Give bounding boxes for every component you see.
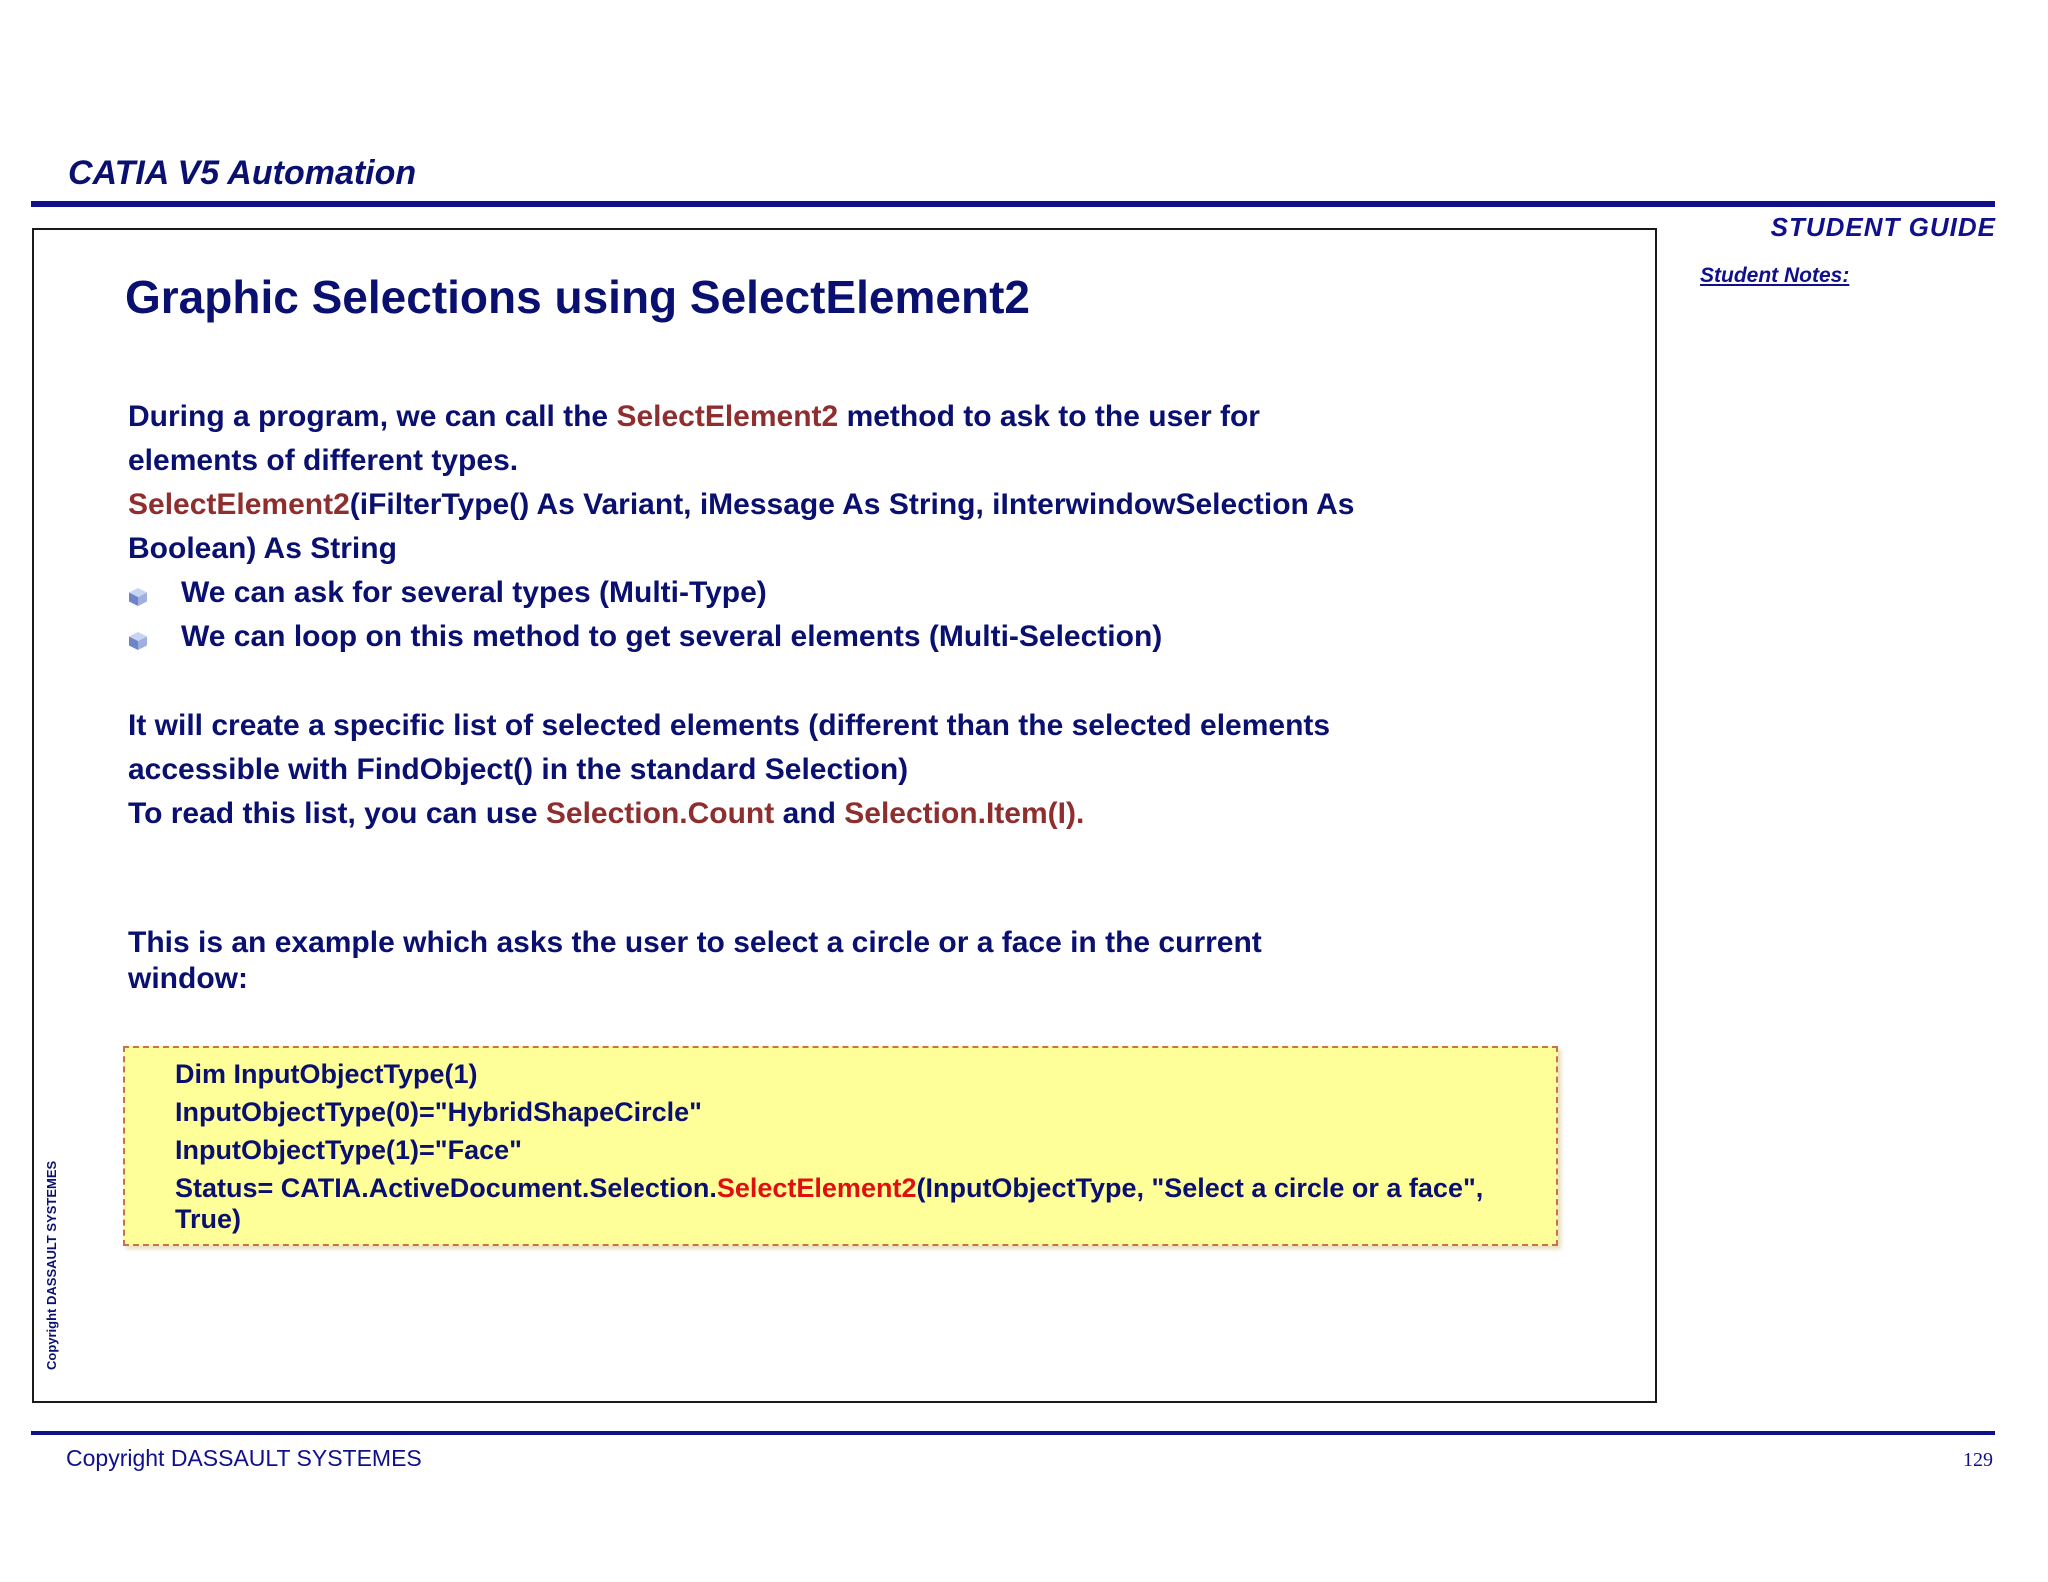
signature-params: (iFilterType() As Variant, iMessage As String, iInterwindowSelection As: [349, 488, 1355, 521]
code-line-4: [175, 1173, 1483, 1204]
signature-line-2: Boolean) As String: [128, 532, 397, 565]
course-title: CATIA V5 Automation: [68, 154, 417, 192]
code-line-5: True): [175, 1204, 242, 1234]
footer-divider: [31, 1431, 1995, 1435]
list-info-text-b: and: [774, 797, 845, 830]
selection-count-highlight: Selection.Count: [545, 797, 775, 830]
student-guide-label: STUDENT GUIDE: [1770, 212, 1996, 242]
method-name-highlight: SelectElement2: [616, 400, 839, 433]
vertical-copyright: Copyright DASSAULT SYSTEMES: [44, 1160, 59, 1370]
footer-copyright: Copyright DASSAULT SYSTEMES: [66, 1445, 422, 1471]
cube-bullet-icon: [128, 587, 148, 607]
signature-method-highlight: SelectElement2: [128, 488, 350, 521]
signature-line-1: [128, 488, 1354, 522]
code-line-3: InputObjectType(1)="Face": [175, 1135, 522, 1165]
code-line-4-b: (InputObjectType, "Select a circle or a face",: [916, 1173, 1484, 1203]
student-notes-label: Student Notes:: [1700, 264, 1850, 287]
code-line-2: InputObjectType(0)="HybridShapeCircle": [175, 1097, 702, 1127]
intro-text-a: During a program, we can call the: [128, 400, 617, 433]
list-info-line-1: It will create a specific list of selected elements (different than the selected elements: [128, 709, 1331, 742]
list-info-text-a: To read this list, you can use: [128, 797, 546, 830]
list-info-line-3: [128, 797, 1084, 831]
bullet-item: We can ask for several types (Multi-Type): [181, 576, 767, 609]
code-line-1: Dim InputObjectType(1): [175, 1059, 478, 1089]
page-number: 129: [1963, 1449, 1993, 1471]
bullet-item: We can loop on this method to get several elements (Multi-Selection): [181, 620, 1163, 653]
code-method-highlight: SelectElement2: [716, 1173, 917, 1203]
intro-text-b: method to ask to the user for: [838, 400, 1260, 433]
list-info-line-2: accessible with FindObject() in the standard Selection): [128, 753, 909, 786]
cube-bullet-icon: [128, 631, 148, 651]
selection-item-highlight: Selection.Item(I).: [844, 797, 1085, 830]
intro-line-2: elements of different types.: [128, 444, 519, 477]
example-line-2: window:: [128, 962, 248, 995]
slide-title: Graphic Selections using SelectElement2: [125, 271, 1030, 323]
header-divider: [31, 201, 1995, 207]
intro-line-1: [128, 400, 1260, 434]
code-line-4-a: Status= CATIA.ActiveDocument.Selection.: [175, 1173, 717, 1203]
example-line-1: This is an example which asks the user to select a circle or a face in the current: [128, 926, 1262, 959]
